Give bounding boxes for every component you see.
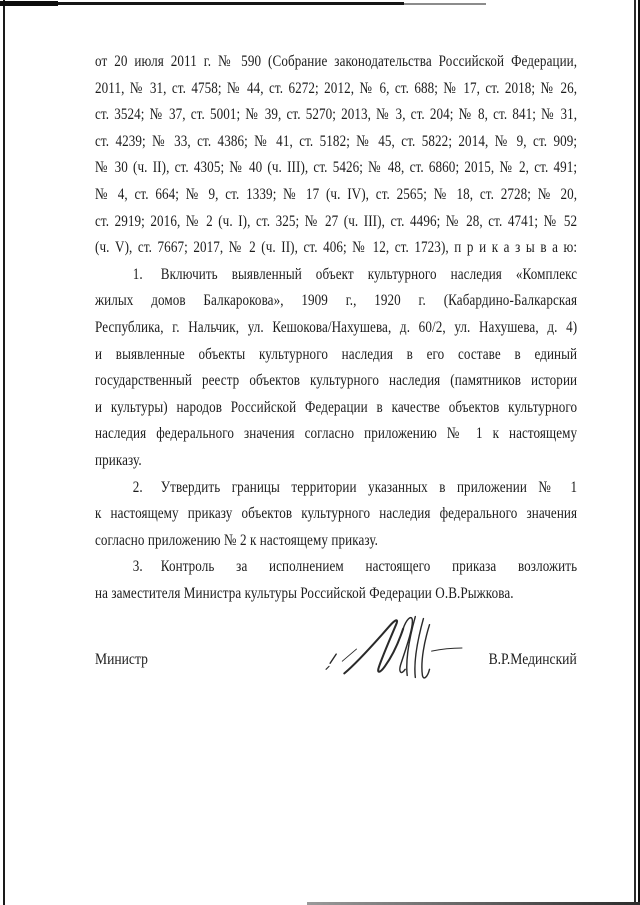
text-line: от 20 июля 2011 г. № 590 (Собрание законодательства Российской Федерации, bbox=[95, 53, 578, 70]
text-line: ст. 2919; 2016, № 2 (ч. I), ст. 325; № 27 (ч. III), ст. 4496; № 28, ст. 4741; № 52 bbox=[95, 212, 578, 230]
text-line: и культуры) народов Российской Федерации в качестве объектов культурного bbox=[95, 398, 578, 416]
text-line: (ч. V), ст. 7667; 2017, № 2 (ч. II), ст. 406; № 12, ст. 1723), п р и к а з ы в а ю: bbox=[95, 239, 578, 257]
text-line: жилых домов Балкарокова», 1909 г., 1920 г. (Кабардино-Балкарская bbox=[95, 292, 578, 310]
text-line: 2011, № 31, ст. 4758; № 44, ст. 6272; 2012, № 6, ст. 688; № 17, ст. 2018; № 26, bbox=[95, 79, 578, 97]
text-line: на заместителя Министра культуры Российской Федерации О.В.Рыжкова. bbox=[95, 584, 514, 602]
text-line: № 4, ст. 664; № 9, ст. 1339; № 17 (ч. IV), ст. 2565; № 18, ст. 2728; № 20, bbox=[95, 185, 578, 203]
scan-edge-top-light bbox=[404, 3, 486, 5]
scan-edge-top-blob bbox=[0, 1, 58, 6]
text-line: ст. 4239; № 33, ст. 4386; № 41, ст. 5182; № 45, ст. 5822; 2014, № 9, ст. 909; bbox=[95, 132, 578, 150]
text-line: приказу. bbox=[95, 451, 142, 469]
text-line: государственный реестр объектов культурного наследия (памятников истории bbox=[95, 372, 578, 390]
signature-scribble-icon bbox=[322, 610, 464, 682]
text-line: 3. Контроль за исполнением настоящего приказа возложить bbox=[95, 554, 577, 581]
text-line: Республика, г. Нальчик, ул. Кешокова/Нахушева, д. 60/2, ул. Нахушева, д. 4) bbox=[95, 318, 578, 336]
paragraph-number: 3. bbox=[132, 558, 143, 576]
text-line: 2. Утвердить границы территории указанных в приложении № 1 bbox=[95, 475, 577, 502]
text-line: к настоящему приказу объектов культурного наследия федерального значения bbox=[95, 505, 578, 523]
signatory-name: В.Р.Мединский bbox=[488, 651, 577, 668]
text-line: № 30 (ч. II), ст. 4305; № 40 (ч. III), ст. 5426; № 48, ст. 6860; 2015, № 2, ст. 491; bbox=[95, 159, 578, 177]
scan-edge-top bbox=[0, 2, 404, 5]
document-body bbox=[95, 49, 577, 607]
text-line: и выявленные объекты культурного наследия в его составе в единый bbox=[95, 345, 578, 363]
scan-edge-left bbox=[3, 0, 5, 905]
paragraph-number: 2. bbox=[132, 478, 143, 496]
text-line: наследия федерального значения согласно приложению № 1 к настоящему bbox=[95, 425, 578, 443]
text-line: согласно приложению № 2 к настоящему приказу. bbox=[95, 531, 379, 549]
signatory-role: Министр bbox=[95, 651, 148, 668]
text-line: 1. Включить выявленный объект культурного наследия «Комплекс bbox=[95, 262, 577, 289]
paragraph-number: 1. bbox=[132, 265, 143, 283]
text-line: ст. 3524; № 37, ст. 5001; № 39, ст. 5270; 2013, № 3, ст. 204; № 8, ст. 841; № 31, bbox=[95, 106, 578, 124]
scan-edge-right-inner bbox=[634, 0, 636, 905]
